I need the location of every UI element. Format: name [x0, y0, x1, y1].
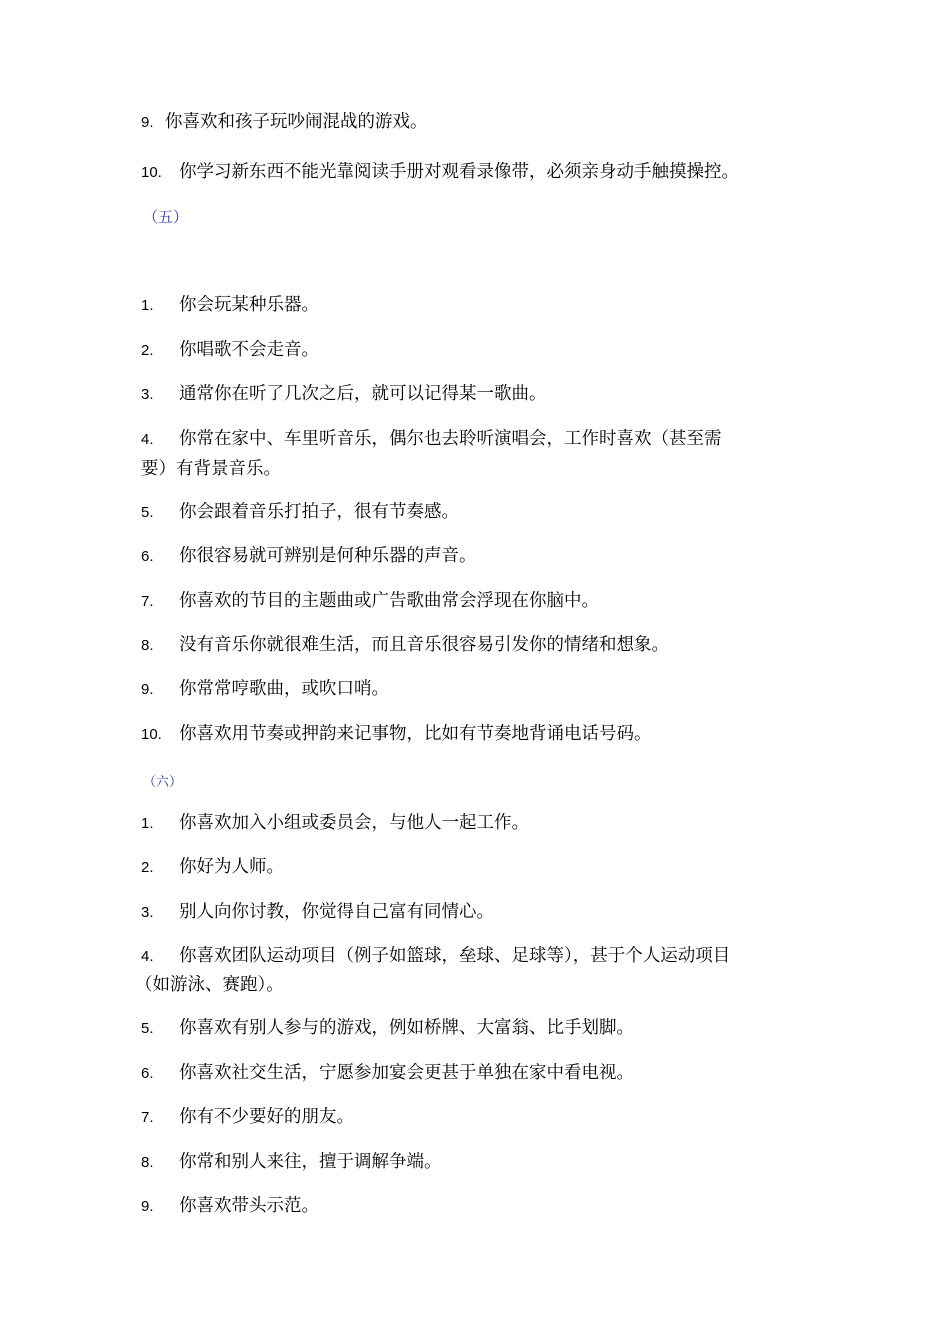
- list-item: [141, 941, 730, 972]
- list-item: [141, 335, 319, 366]
- item-number: 7.: [141, 1109, 154, 1126]
- list-item: [141, 808, 529, 839]
- list-item: [141, 897, 494, 928]
- item-text: 通常你在听了几次之后，就可以记得某一歌曲。: [179, 384, 547, 404]
- item-text: 你喜欢的节目的主题曲或广告歌曲常会浮现在你脑中。: [179, 591, 599, 611]
- list-item: [141, 1058, 634, 1089]
- item-text: 你常在家中、车里听音乐，偶尔也去聆听演唱会，工作时喜欢（甚至需: [179, 429, 722, 449]
- item-number: 4.: [141, 431, 154, 448]
- list-item: [141, 719, 652, 750]
- list-item: [141, 630, 669, 661]
- item-number: 10.: [141, 726, 162, 743]
- item-number: 9.: [141, 681, 154, 698]
- item-number: 6.: [141, 1065, 154, 1082]
- item-text: 你喜欢用节奏或押韵来记事物，比如有节奏地背诵电话号码。: [179, 724, 652, 744]
- item-text-continued: （如游泳、赛跑）。: [135, 975, 284, 995]
- list-item: [141, 852, 284, 883]
- item-text: 你喜欢和孩子玩吵闹混战的游戏。: [165, 112, 428, 132]
- item-text: 你很容易就可辨别是何种乐器的声音。: [179, 546, 477, 566]
- item-number: 1.: [141, 297, 154, 314]
- item-text: 你有不少要好的朋友。: [179, 1107, 354, 1127]
- list-item: [141, 674, 389, 705]
- item-text: 你会玩某种乐器。: [179, 295, 319, 315]
- item-text: 你喜欢团队运动项目（例子如篮球，垒球、足球等），甚于个人运动项目: [179, 946, 731, 966]
- item-number: 9.: [141, 114, 154, 131]
- item-text: 别人向你讨教，你觉得自己富有同情心。: [179, 902, 494, 922]
- list-item: [141, 586, 599, 617]
- list-item: [141, 1191, 319, 1222]
- item-text: 你喜欢带头示范。: [179, 1196, 319, 1216]
- item-text: 你会跟着音乐打拍子，很有节奏感。: [179, 502, 459, 522]
- list-item: [141, 379, 547, 410]
- item-number: 3.: [141, 386, 154, 403]
- list-item: [141, 107, 428, 138]
- item-number: 8.: [141, 637, 154, 654]
- item-text: 你常和别人来往，擅于调解争端。: [179, 1152, 442, 1172]
- list-item: [141, 157, 739, 188]
- item-number: 5.: [141, 504, 154, 521]
- item-text: 你好为人师。: [179, 857, 284, 877]
- item-text: 你喜欢社交生活，宁愿参加宴会更甚于单独在家中看电视。: [179, 1063, 634, 1083]
- item-text: 你唱歌不会走音。: [179, 340, 319, 360]
- list-item-continuation: [141, 454, 281, 484]
- item-text: 你喜欢有别人参与的游戏，例如桥牌、大富翁、比手划脚。: [179, 1018, 634, 1038]
- item-number: 7.: [141, 593, 154, 610]
- list-item: [141, 424, 722, 455]
- item-number: 5.: [141, 1020, 154, 1037]
- item-number: 2.: [141, 342, 154, 359]
- list-item: [141, 541, 477, 572]
- item-text: 你学习新东西不能光靠阅读手册对观看录像带，必须亲身动手触摸操控。: [179, 162, 739, 182]
- item-number: 4.: [141, 948, 154, 965]
- list-item: [141, 497, 459, 528]
- item-number: 3.: [141, 904, 154, 921]
- list-item: [141, 1102, 354, 1133]
- section-heading: （五）: [143, 208, 189, 226]
- list-item: [141, 290, 319, 321]
- item-text: 没有音乐你就很难生活，而且音乐很容易引发你的情绪和想象。: [179, 635, 669, 655]
- list-item: [141, 1013, 634, 1044]
- item-number: 6.: [141, 548, 154, 565]
- item-number: 10.: [141, 164, 162, 181]
- item-number: 2.: [141, 859, 154, 876]
- section-heading: （六）: [143, 775, 183, 790]
- item-number: 1.: [141, 815, 154, 832]
- list-item-continuation: [135, 970, 284, 1000]
- item-text: 你常常哼歌曲，或吹口哨。: [179, 679, 389, 699]
- list-item: [141, 1147, 442, 1178]
- item-text: 你喜欢加入小组或委员会，与他人一起工作。: [179, 813, 529, 833]
- item-number: 9.: [141, 1198, 154, 1215]
- item-text-continued: 要）有背景音乐。: [141, 459, 281, 479]
- item-number: 8.: [141, 1154, 154, 1171]
